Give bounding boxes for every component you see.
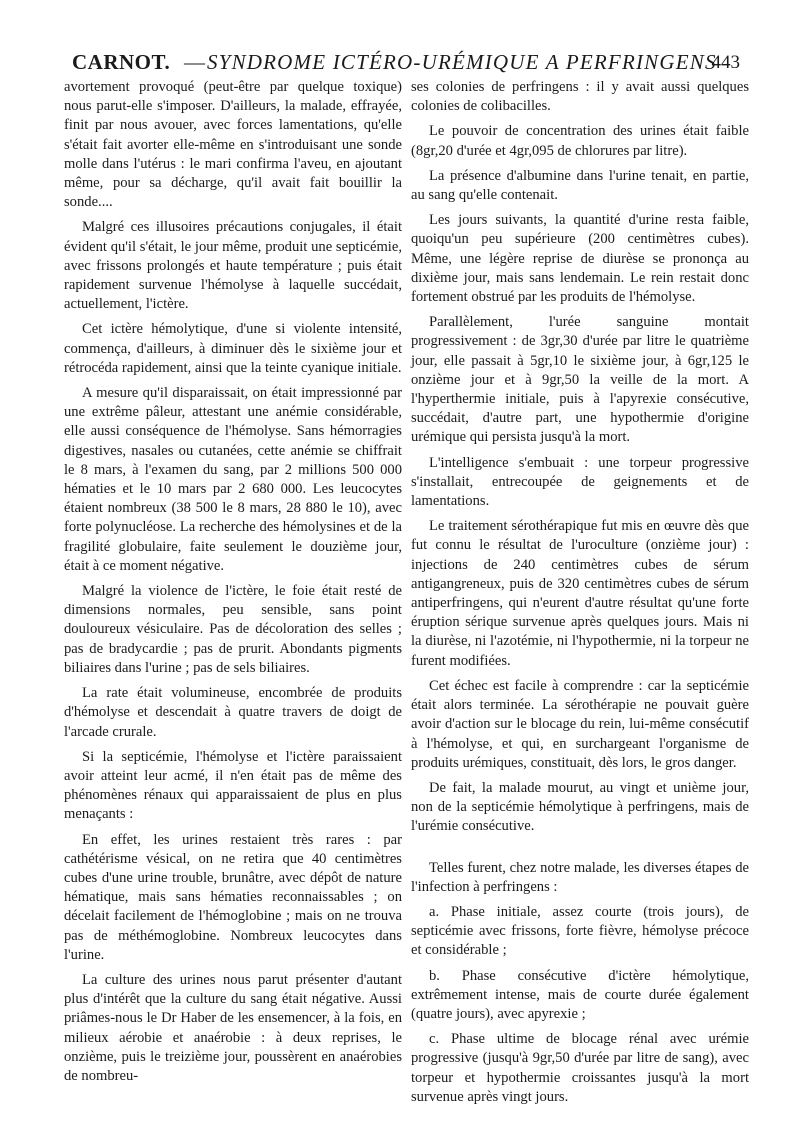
paragraph: Malgré la violence de l'ictère, le foie était resté de dimensions normales, peu sensible, sans point douloureux vésiculaire. Pas de décoloration des selles ; pas de bradycardie ; pas de prurit. Abondants pigments biliaires dans l'urine ; pas de sels biliaires. <box>64 583 402 676</box>
paragraph: avortement provoqué (peut-être par quelque toxique) nous parut-elle s'imposer. D'ailleurs, la malade, effrayée, finit par nous avouer, avec forces lamentations, qu'elle s'était fait avorter elle-même en s'introduisant une sonde molle dans l'utérus : le mari confirma l'aveu, en ajoutant même, pour sa décharge, qu'il avait fait bouillir la sonde.... <box>64 79 402 211</box>
paragraph: A mesure qu'il disparaissait, on était impressionné par une extrême pâleur, attestant une anémie considérable, elle aussi conséquence de l'hémolyse. Sans hémorragies digestives, nasales ou cutanées, cette anémie se chiffrait le 8 mars, à l'examen du sang, par 2 millions 500 000 hématies et le 10 mars par 2 680 000. Les leucocytes étaient nombreux (38 500 le 8 mars, 28 880 le 10), avec forte polynucléose. La recherche des hémolysines et de la fragilité globulaire, faite seulement le douzième jour, était à ce moment négative. <box>64 385 402 574</box>
paragraph: De fait, la malade mourut, au vingt et unième jour, non de la septicémie hémolytique à perfringens, mais de l'urémie consécutive. <box>411 779 749 835</box>
paragraph: La culture des urines nous parut présenter d'autant plus d'intérêt que la culture du sang était négative. Aussi priâmes-nous le Dr Haber de les ensemencer, à la fois, en milieux aérobie et anaérobie : à deux reprises, le onzième, puis le treizième jour, poussèrent en anaérobies de nombreu- <box>64 971 402 1084</box>
paragraph: L'intelligence s'embuait : une torpeur progressive s'installait, entrecoupée de geignements et de lamentations. <box>411 454 749 510</box>
paragraph: En effet, les urines restaient très rares : par cathétérisme vésical, on ne retira que 40 centimètres cubes d'une urine trouble, brunâtre, avec dépôt de nature hématique, mais sans hématies reconnaissables ; on décelait facilement de l'hémoglobine ; mais on ne trouva pas de méthémoglobine. Nombreux leucocytes dans l'urine. <box>64 831 402 963</box>
header-author: CARNOT. <box>72 50 171 74</box>
header-dash: — <box>184 50 205 74</box>
paragraph: La rate était volumineuse, encombrée de produits d'hémolyse et descendait à quatre travers de doigt de l'arcade crurale. <box>64 685 402 740</box>
paragraph: Cet ictère hémolytique, d'une si violente intensité, commença, d'ailleurs, à diminuer dès le sixième jour et rétrocéda rapidement, ainsi que la teinte cyanique initiale. <box>64 321 402 376</box>
list-item: b. Phase consécutive d'ictère hémolytique, extrêmement intense, mais de courte durée également (quatre jours), avec apyrexie ; <box>411 967 749 1022</box>
left-column <box>64 78 402 1086</box>
right-column <box>411 78 749 1107</box>
running-head <box>72 50 740 78</box>
list-item: a. Phase initiale, assez courte (trois jours), de septicémie avec frissons, forte fièvre, hémolyse précoce et considérable ; <box>411 903 749 959</box>
paragraph: Parallèlement, l'urée sanguine montait progressivement : de 3gr,30 d'urée par litre le quatrième jour, elle passait à 5gr,10 le sixième jour, à 6gr,125 le onzième jour et à 9gr,50 la veille de la mort. A l'hyperthermie initiale, puis à l'apyrexie consécutive, succédait, d'autre part, une hypothermie d'origine urémique qui persista jusqu'à la mort. <box>411 314 749 446</box>
paragraph: Le traitement sérothérapique fut mis en œuvre dès que fut connu le résultat de l'uroculture (onzième jour) : injections de 240 centimètres cubes de sérum antigangreneux, puis de 320 centimètres cubes de sérum antiperfringens, qui n'eurent d'autre résultat qu'une forte éruption sérique survenue après quelques jours. Mais ni la diurèse, ni l'azotémie, ni l'hypothermie, ni la torpeur ne furent modifiées. <box>411 518 749 669</box>
list-item: c. Phase ultime de blocage rénal avec urémie progressive (jusqu'à 9gr,50 d'urée par litre de sang), avec torpeur et hypothermie croissantes jusqu'à la mort survenue après vingt jours. <box>411 1031 749 1105</box>
paragraph: Si la septicémie, l'hémolyse et l'ictère paraissaient avoir atteint leur acmé, il n'en était pas de même des phénomènes rénaux qui apparaissaient de plus en plus menaçants : <box>64 748 402 823</box>
paragraph: La présence d'albumine dans l'urine tenait, en partie, au sang qu'elle contenait. <box>411 167 749 204</box>
paragraph: Cet échec est facile à comprendre : car la septicémie était alors terminée. La sérothérapie ne pouvait guère avoir d'action sur le blocage du rein, lui-même consécutif à l'hémolyse, et qui, en surchargeant l'organisme de produits urémiques, constituait, dès lors, le gros danger. <box>411 677 749 771</box>
paragraph: Malgré ces illusoires précautions conjugales, il était évident qu'il s'était, le jour même, produit une septicémie, avec frissons prolongés et haute température ; puis était rapidement survenue l'hémolyse à laquelle succédait, actuellement, l'ictère. <box>64 219 402 313</box>
page-number: 443 <box>711 52 740 73</box>
paragraph: Telles furent, chez notre malade, les diverses étapes de l'infection à perfringens : <box>411 859 749 895</box>
header-title: SYNDROME ICTÉRO-URÉMIQUE A PERFRINGENS <box>207 50 717 74</box>
paragraph: Le pouvoir de concentration des urines était faible (8gr,20 d'urée et 4gr,095 de chlorures par litre). <box>411 123 749 159</box>
paragraph: ses colonies de perfringens : il y avait aussi quelques colonies de colibacilles. <box>411 79 749 115</box>
paragraph: Les jours suivants, la quantité d'urine resta faible, quoiqu'un peu supérieure (200 centimètres cubes). Même, une légère reprise de diurèse se prononça au dixième jour, mais sans lendemain. Le rein restait donc fortement obstrué par les produits de l'hémolyse. <box>411 212 749 306</box>
